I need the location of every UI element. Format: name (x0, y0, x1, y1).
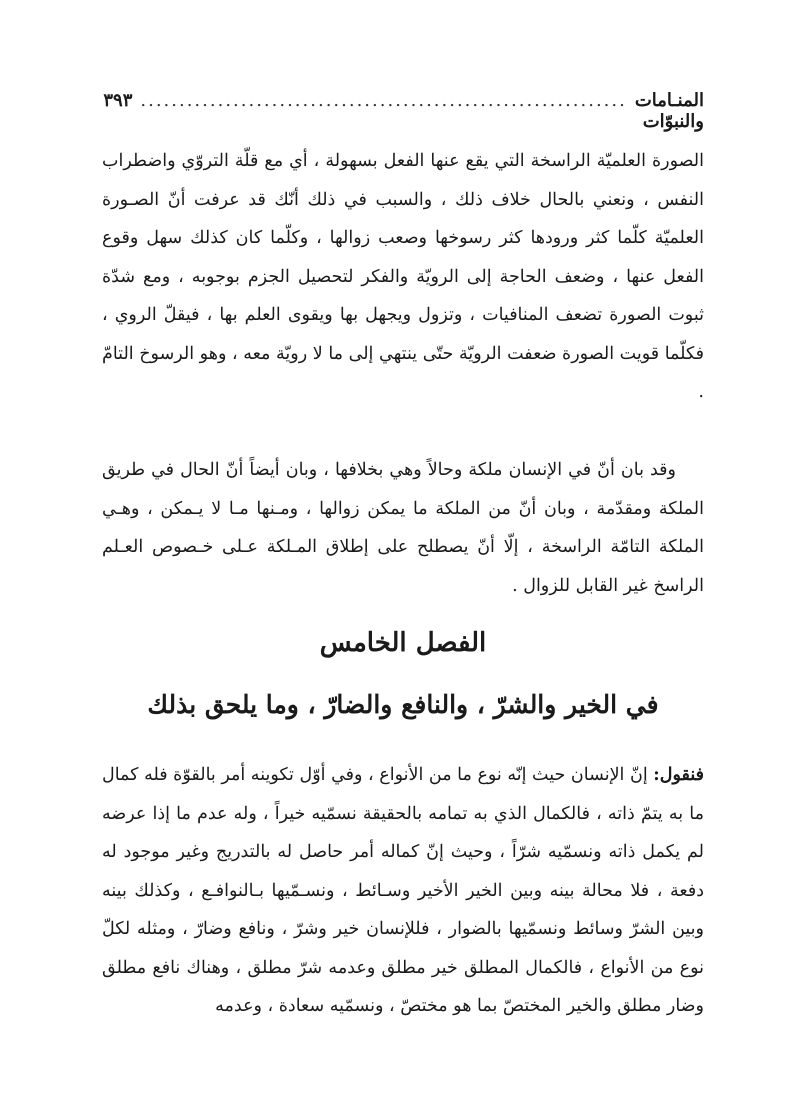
paragraph-3-text: إنّ الإنسان حيث إنّه نوع ما من الأنواع ، وفي أوّل تكوينه أمر بالقوّة فله كمال ما به يتمّ ذاته ، فالكمال الذي به تمامه بالحقيقة نسمّيه خيراً ، وله عدم ما إذا عرضه لم يكمل ذاته ونسمّيه شرّاً ، وحيث إنّ كماله أمر حاصل له بالتدريج وغير موجود له دفعة ، فلا محالة بينه وبين الخير الأخير وسـائط ، ونسـمّيها بـالنوافـع ، وكذلك بينه وبين الشرّ وسائط ونسمّيها بالضوار ، فللإنسان خير وشرّ ، ونافع وضارّ ، ومثله لكلّ نوع من الأنواع ، فالكمال المطلق خير مطلق وعدمه شرّ مطلق ، وهناك نافع مطلق وضار مطلق والخير المختصّ بما هو مختصّ ، ونسمّيه سعادة ، وعدمه (102, 765, 704, 1016)
text-block-middle (102, 451, 704, 605)
header-leader-dots: ............................................................... (140, 90, 627, 111)
paragraph-1: الصورة العلميّة الراسخة التي يقع عنها الفعل بسهولة ، أي مع قلّة التروّي واضطراب النفس ، ونعني بالحال خلاف ذلك ، والسبب في ذلك أنّك قد عرفت أنّ الصـورة العلميّة كلّما كثر ورودها كثر رسوخها وصعب زوالها ، وكلّما كان كذلك سهل وقوع الفعل عنها ، وضعف الحاجة إلى الرويّة والفكر لتحصيل الجزم بوجوبه ، ومع شدّة ثبوت الصورة تضعف المنافيات ، وتزول ويجهل بها ويقوى العلم بها ، فيقلّ الروي ، فكلّما قويت الصورة ضعفت الرويّة حتّى ينتهي إلى ما لا رويّة معه ، وهو الرسوخ التامّ . (102, 151, 704, 402)
text-block-top (102, 142, 704, 412)
page-number: ٣٩٣ (103, 90, 133, 111)
paragraph-2: وقد بان أنّ في الإنسان ملكة وحالاً وهي بخلافها ، وبان أيضاً أنّ الحال في طريق الملكة ومقدّمة ، وبان أنّ من الملكة ما يمكن زوالها ، ومـنها مـا لا يـمكن ، وهـي الملكة التامّة الراسخة ، إلّا أنّ يصطلح على إطلاق المـلكة عـلى خـصوص العـلم الراسخ غير القابل للزوال . (102, 460, 704, 596)
paragraph-3-lead: فنقول: (653, 765, 704, 785)
header-title: المنـامات والنبوّات (634, 90, 704, 132)
running-header (103, 90, 704, 132)
text-block-bottom (102, 756, 704, 1026)
paragraph-3 (102, 756, 704, 1026)
chapter-title: الفصل الخامس (319, 628, 487, 658)
section-title: في الخير والشرّ ، والنافع والضارّ ، وما يلحق بذلك (147, 690, 659, 719)
